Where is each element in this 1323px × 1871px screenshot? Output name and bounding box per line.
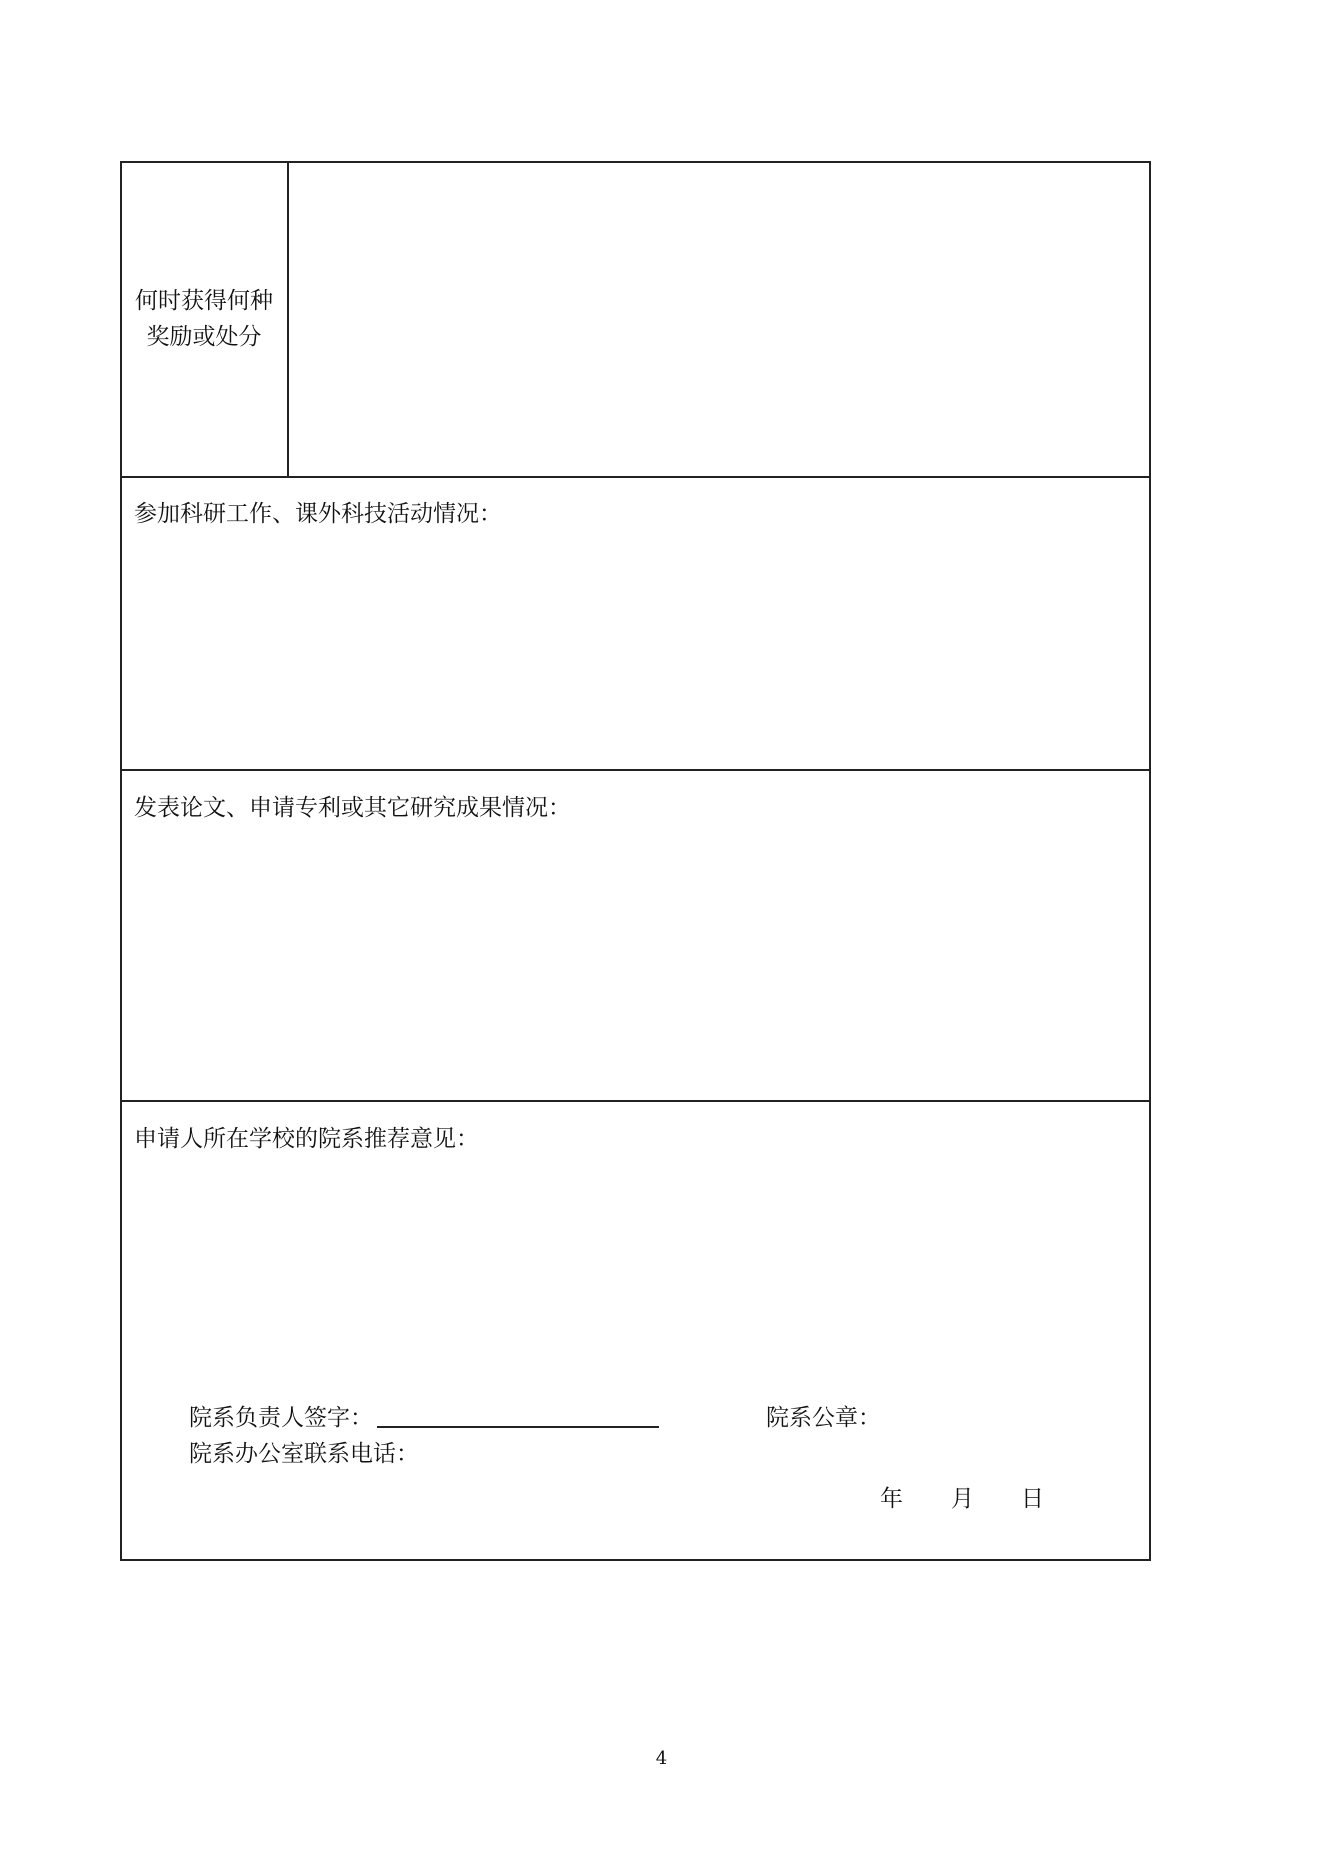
page-number: 4 bbox=[655, 1748, 668, 1769]
research-content-area[interactable] bbox=[122, 536, 1148, 768]
date-month: 月 bbox=[951, 1486, 974, 1512]
awards-label-cell bbox=[120, 161, 288, 476]
row-divider-2 bbox=[120, 769, 1151, 771]
publications-content-area[interactable] bbox=[122, 829, 1148, 1099]
office-phone-label: 院系办公室联系电话： bbox=[189, 1441, 419, 1467]
recommendation-label: 申请人所在学校的院系推荐意见： bbox=[134, 1126, 479, 1152]
signature-label: 院系负责人签字： bbox=[189, 1405, 373, 1431]
row-divider-3 bbox=[120, 1100, 1151, 1102]
awards-content-area[interactable] bbox=[290, 163, 1148, 475]
signature-line[interactable] bbox=[377, 1426, 659, 1428]
table-border-bottom bbox=[120, 1559, 1151, 1561]
research-label: 参加科研工作、课外科技活动情况： bbox=[134, 501, 502, 527]
row-divider-1 bbox=[120, 476, 1151, 478]
awards-label: 何时获得何种奖励或处分 bbox=[135, 287, 273, 350]
application-form-table bbox=[120, 161, 1151, 1561]
date-year: 年 bbox=[880, 1486, 903, 1512]
table-border-right bbox=[1149, 161, 1151, 1561]
publications-label: 发表论文、申请专利或其它研究成果情况： bbox=[134, 795, 571, 821]
seal-label: 院系公章： bbox=[766, 1405, 881, 1431]
date-day: 日 bbox=[1021, 1486, 1044, 1512]
